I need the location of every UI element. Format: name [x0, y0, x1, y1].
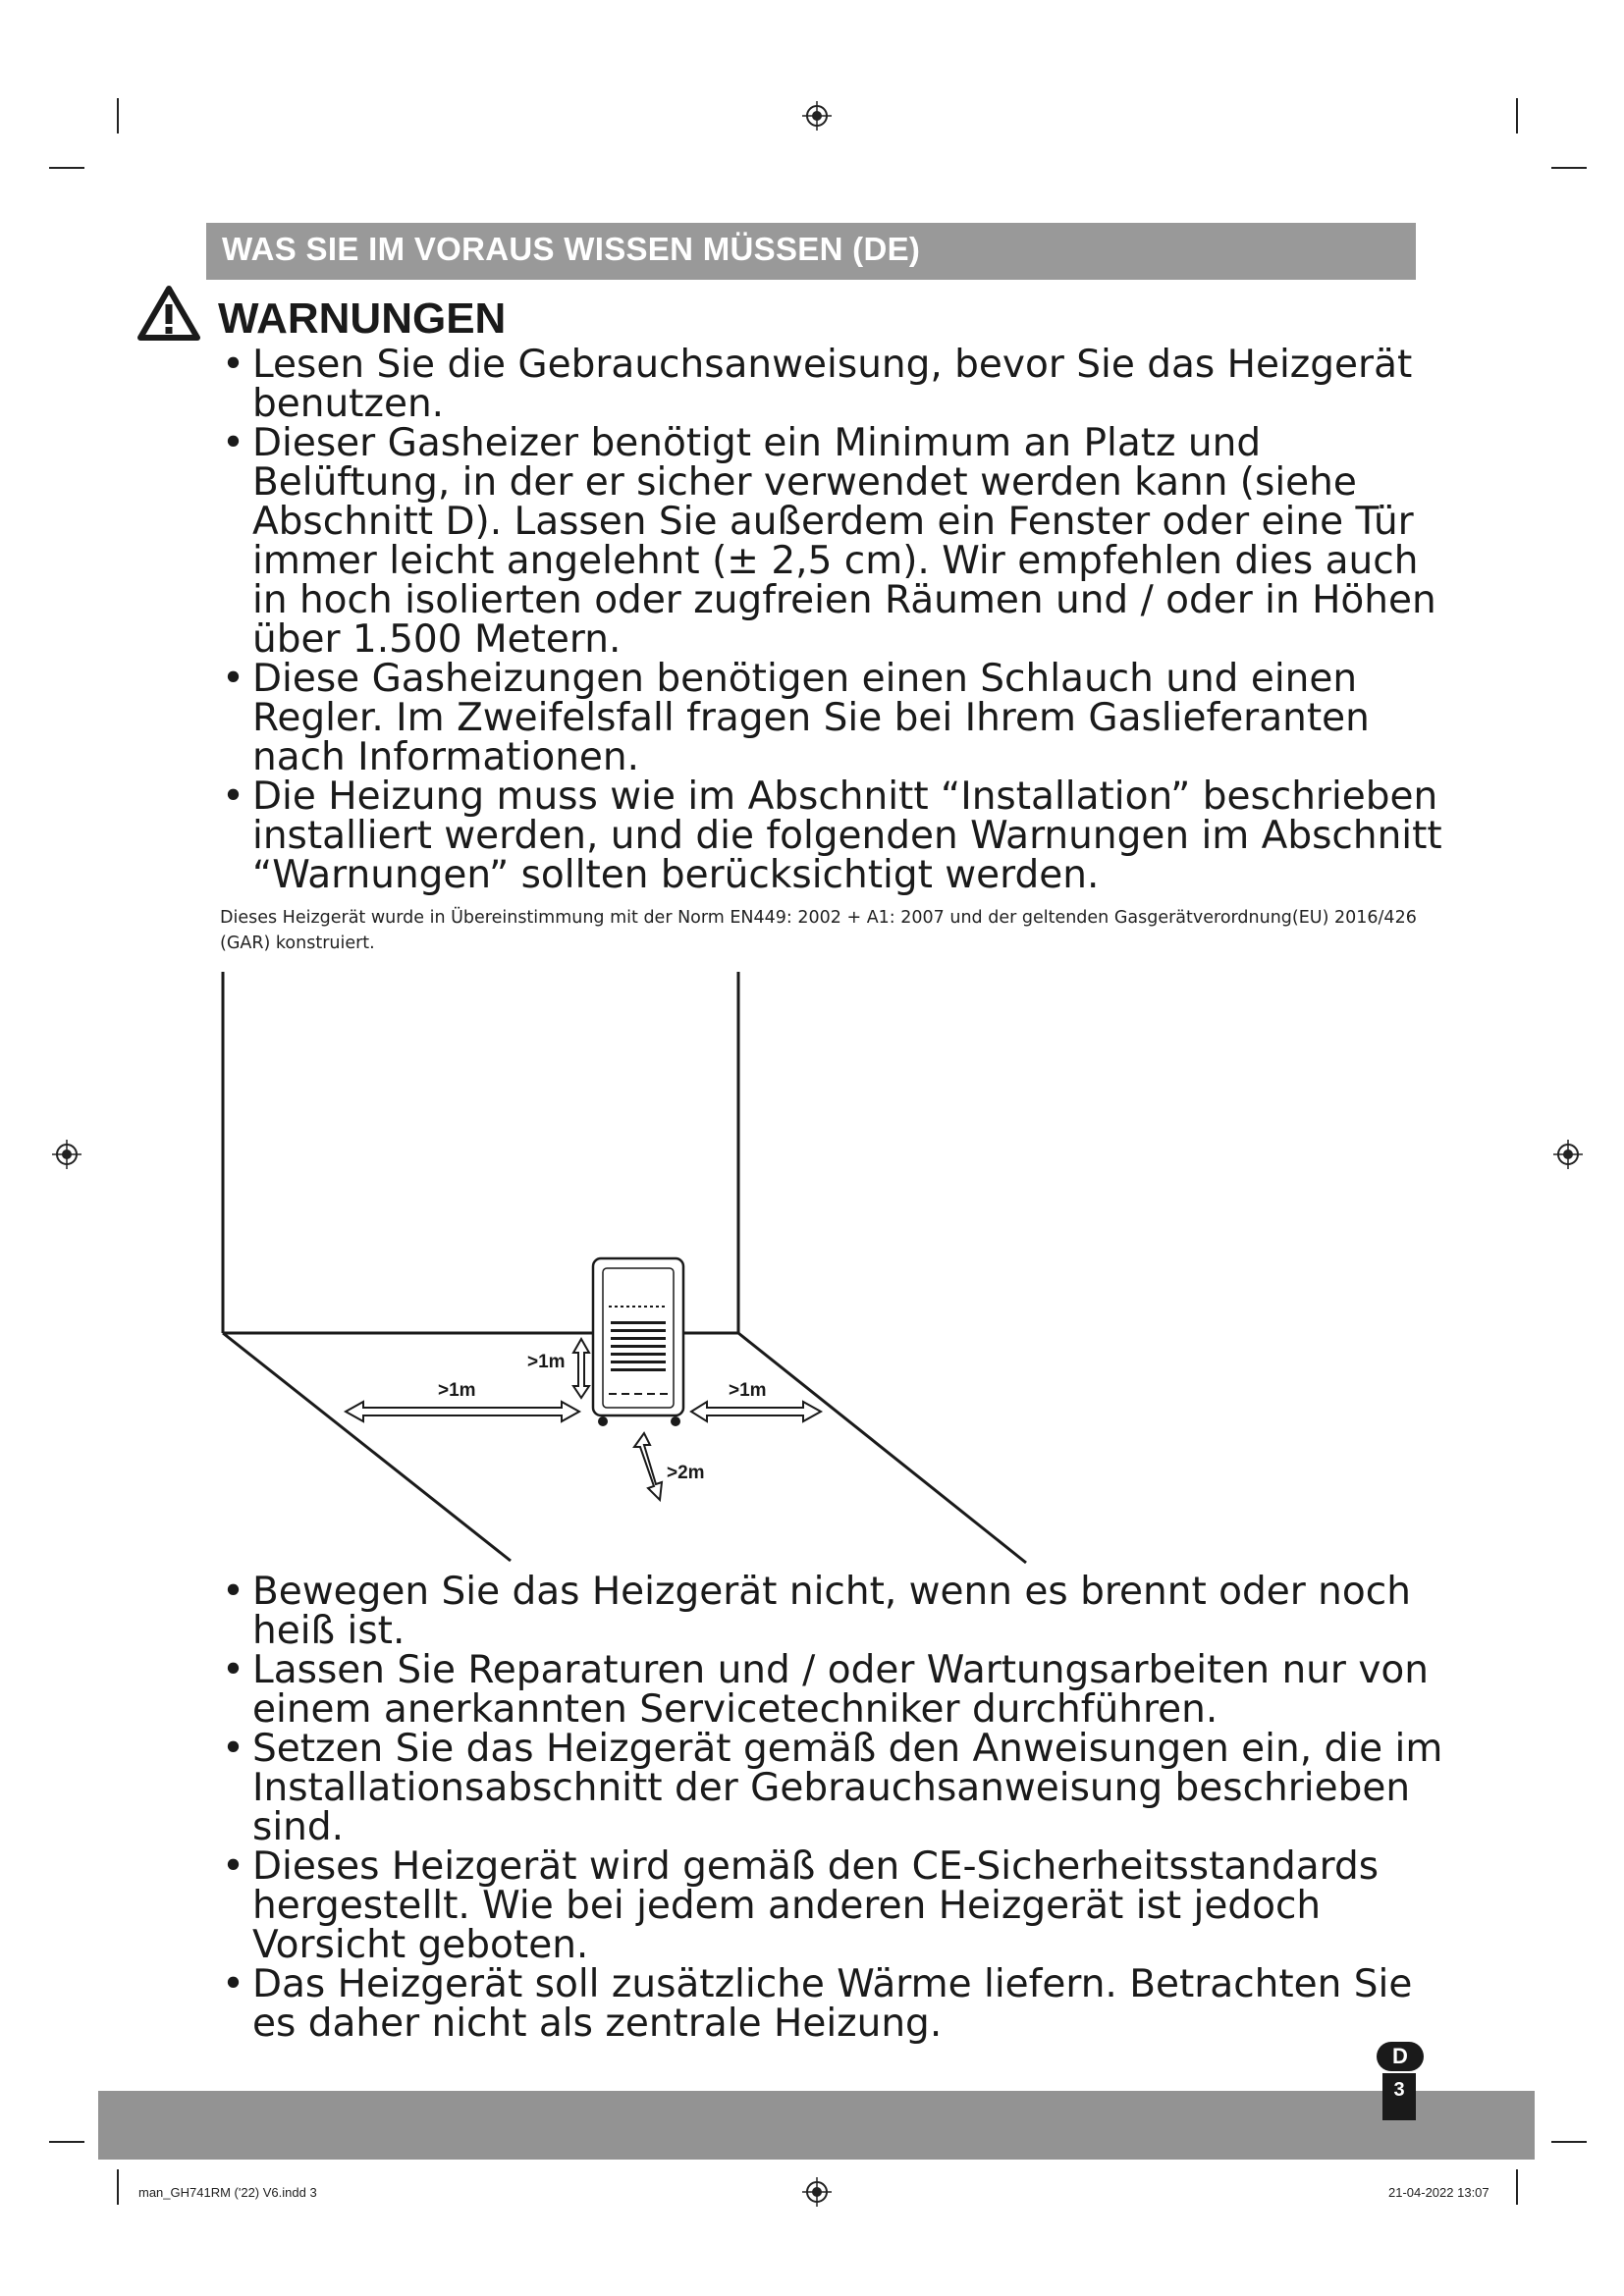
- arrow-right-clearance: [691, 1402, 821, 1421]
- warnings-title: WARNUNGEN: [218, 294, 507, 343]
- slug-file-name: man_GH741RM ('22) V6.indd 3: [138, 2185, 317, 2200]
- list-item: • Das Heizgerät soll zusätzliche Wärme liefern. Betrachten Sie es daher nicht als zentrale Heizung.: [222, 1962, 1413, 2046]
- list-item: • Dieser Gasheizer benötigt ein Minimum an Platz und Belüftung, in der er sicher verwendet werden kann (siehe Abschnitt D). Lassen Sie außerdem ein Fenster oder eine Tür immer leicht angelehnt (± 2,5 cm). Wir empfehlen dies auch in hoch isolierten oder zugfreien Räumen und / oder in Höhen über 1.500 Metern.: [222, 421, 1436, 662]
- list-item: • Lesen Sie die Gebrauchsanweisung, bevor Sie das Heizgerät benutzen.: [222, 343, 1413, 426]
- clearance-label-top: >1m: [527, 1352, 566, 1372]
- language-tab: D: [1377, 2042, 1424, 2071]
- section-title: WAS SIE IM VORAUS WISSEN MÜSSEN (DE): [222, 231, 921, 267]
- floor-left-edge: [223, 1333, 511, 1561]
- list-item: • Setzen Sie das Heizgerät gemäß den Anweisungen ein, die im Installationsabschnitt der Gebrauchsanweisung beschrieben sind.: [222, 1727, 1443, 1849]
- list-item: • Lassen Sie Reparaturen und / oder Wartungsarbeiten nur von einem anerkannten Servicetechniker durchführen.: [222, 1648, 1429, 1732]
- list-item: • Bewegen Sie das Heizgerät nicht, wenn es brennt oder noch heiß ist.: [222, 1570, 1411, 1653]
- arrow-left-clearance: [346, 1402, 579, 1421]
- arrow-top-clearance: [573, 1339, 589, 1398]
- clearance-label-front: >2m: [667, 1463, 705, 1483]
- footer-bar: [98, 2091, 1535, 2160]
- warnings-list-bottom: [218, 1570, 1445, 2046]
- clearance-label-right: >1m: [729, 1380, 767, 1401]
- arrow-front-clearance: [634, 1433, 662, 1500]
- list-item: • Diese Gasheizungen benötigen einen Schlauch und einen Regler. Im Zweifelsfall fragen Sie bei Ihrem Gaslieferanten nach Informationen.: [222, 657, 1370, 779]
- list-item: • Dieses Heizgerät wird gemäß den CE-Sicherheitsstandards hergestellt. Wie bei jedem anderen Heizgerät ist jedoch Vorsicht geboten.: [222, 1844, 1380, 1967]
- list-item: • Die Heizung muss wie im Abschnitt “Installation” beschrieben installiert werden, und die folgenden Warnungen im Abschnitt “Warnungen” sollten berücksichtigt werden.: [222, 774, 1442, 897]
- slug-date-time: 21-04-2022 13:07: [1388, 2185, 1489, 2200]
- clearance-label-left: >1m: [438, 1380, 476, 1401]
- norm-note: Dieses Heizgerät wurde in Übereinstimmung mit der Norm EN449: 2002 + A1: 2007 und der geltenden Gasgerätverordnung(EU) 2016/426 (GAR) konstruiert.: [220, 908, 1417, 953]
- floor-right-edge: [738, 1333, 1026, 1563]
- page-number: 3: [1382, 2073, 1416, 2120]
